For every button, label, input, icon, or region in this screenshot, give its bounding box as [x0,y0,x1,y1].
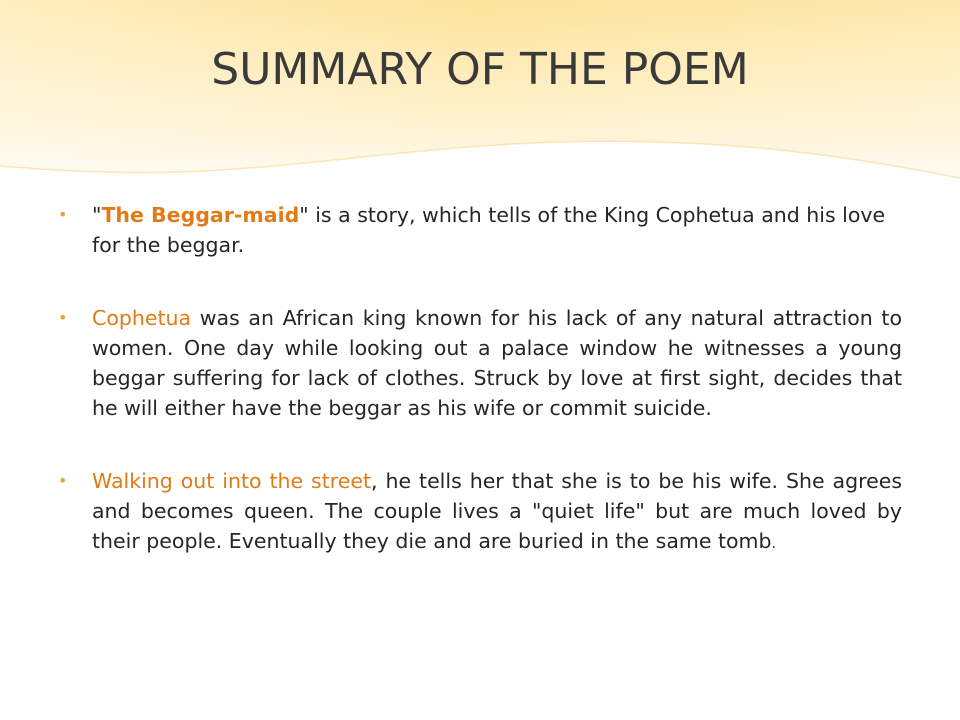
bullet-item-2 [52,303,902,423]
bullet-dot-icon: • [58,471,68,490]
slide-title: SUMMARY OF THE POEM [211,44,749,95]
bullet-text: , he tells her that she is to be his wife. She agrees and becomes queen. The couple lives a "quiet life" but are much loved by their people. Eventually they die and are buried in the same tomb [92,469,902,553]
bullet-item-3 [52,466,902,559]
bullet-dot-icon: • [58,308,68,327]
bullet-end-period: . [771,536,776,552]
bullet-dot-icon: • [58,205,68,224]
header-wave-decoration [0,0,960,200]
cophetua-highlight: Cophetua [92,306,192,330]
street-highlight: Walking out into the street [92,469,372,493]
bullet-list [52,200,902,602]
poem-title-highlight: The Beggar-maid [101,203,300,227]
bullet-item-1 [52,200,902,260]
bullet-text: " is a story, which tells of the King Cophetua and his love for the beggar. [92,203,886,257]
bullet-text: was an African king known for his lack of any natural attraction to women. One day while looking out a palace window he witnesses a young beggar suffering for lack of clothes. Struck by love at first sight, decides that he will either have the beggar as his wife or commit suicide. [92,306,902,420]
quote-open: " [92,203,102,227]
